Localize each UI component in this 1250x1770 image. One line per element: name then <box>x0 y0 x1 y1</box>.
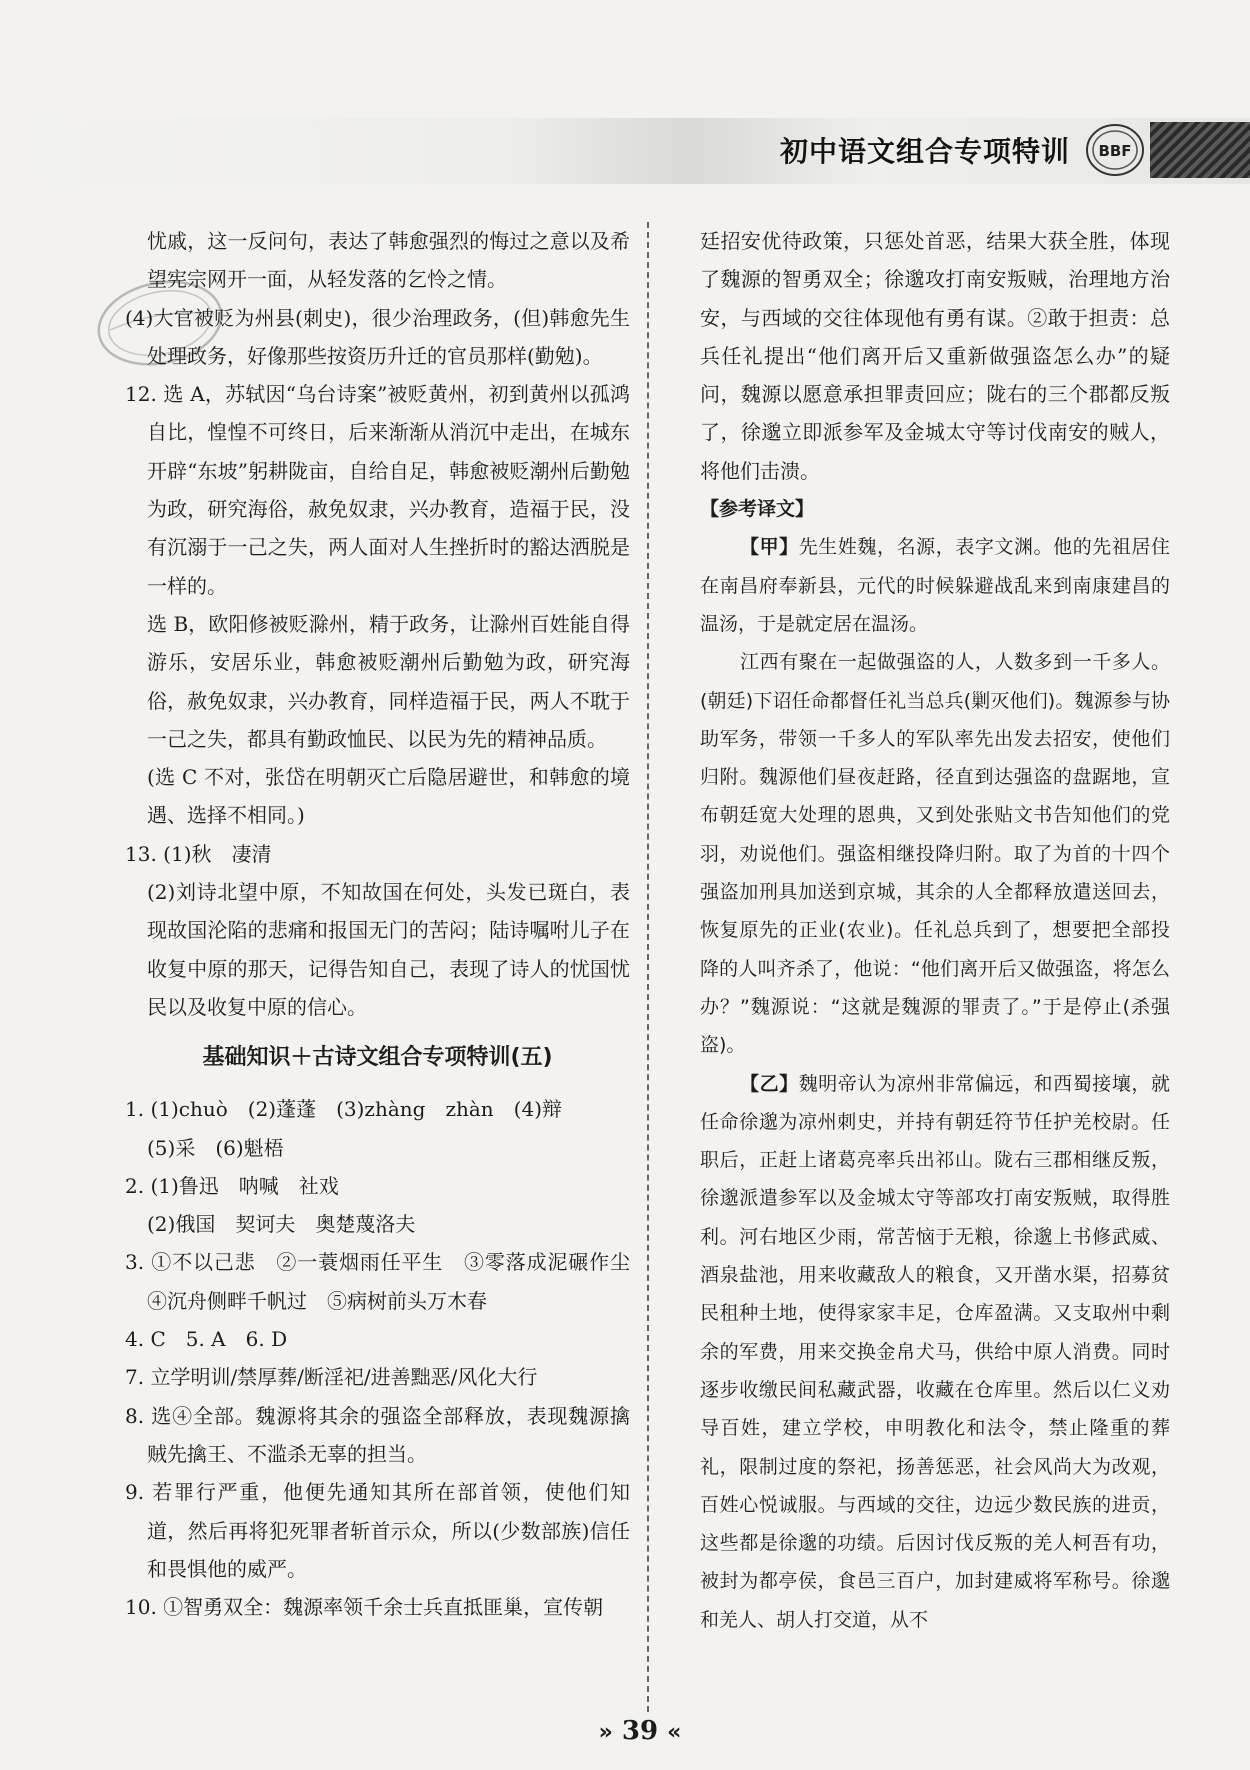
answer-s1-line1: 1. (1)chuò (2)蓬蓬 (3)zhàng zhàn (4)辩 <box>125 1097 563 1122</box>
answer-q12-option-c: (选 C 不对，张岱在明朝灭亡后隐居避世，和韩愈的境遇、选择不相同。) <box>147 765 630 828</box>
answer-s10: 10. ①智勇双全：魏源率领千余士兵直抵匪巢，宣传朝 <box>125 1595 604 1620</box>
translation-yi-label: 【乙】 <box>740 1072 799 1095</box>
answer-s3: 3. ①不以己悲 ②一蓑烟雨任平生 ③零落成泥碾作尘 ④沉舟侧畔千帆过 ⑤病树前头万木春 <box>125 1250 650 1313</box>
answer-q13-part1: 13. (1)秋 凄清 <box>125 841 272 866</box>
section-title: 基础知识＋古诗文组合专项特训(五) <box>202 1045 553 1071</box>
right-column <box>700 222 1170 1639</box>
answer-s2-line1: 2. (1)鲁迅 呐喊 社戏 <box>125 1173 339 1198</box>
translation-yi <box>700 1065 1170 1639</box>
answer-q12-option-b: 选 B，欧阳修被贬滁州，精于政务，让滁州百姓能自得游乐，安居乐业，韩愈被贬潮州后勤勉为政，研究海俗，赦免奴隶，兴办教育，同样造福于民，两人不耽于一己之失，都具有勤政恤民、以民为先的精神品质。 <box>147 611 630 751</box>
answer-s7: 7. 立学明训/禁厚葬/断淫祀/进善黜恶/风化大行 <box>125 1365 538 1390</box>
answer-item-4: (4)大官被贬为州县(刺史)，很少治理政务，(但)韩愈先生处理政务，好像那些按资历升迁的官员那样(勤勉)。 <box>125 305 630 368</box>
answer-s8: 8. 选④全部。魏源将其余的强盗全部释放，表现魏源擒贼先擒王、不滥杀无辜的担当。 <box>125 1403 630 1466</box>
left-column <box>125 222 650 1626</box>
answer-q10-continuation: 廷招安优待政策，只惩处首恶，结果大获全胜，体现了魏源的智勇双全；徐邈攻打南安叛贼，治理地方治安，与西域的交往体现他有勇有谋。②敢于担责：总兵任礼提出“他们离开后又重新做强盗怎么办”的疑问，魏源以愿意承担罪责回应；陇右的三个郡都反叛了，徐邈立即派参军及金城太守等讨伐南安的贼人，将他们击溃。 <box>700 229 1170 483</box>
answer-continuation: 忧戚，这一反问句，表达了韩愈强烈的悔过之意以及希望宪宗网开一面，从轻发落的乞怜之情。 <box>147 229 630 292</box>
logo-text: BBF <box>1098 142 1132 160</box>
translation-jia-p2: 江西有聚在一起做强盗的人，人数多到一千多人。(朝廷)下诏任命都督任礼当总兵(剿灭他们)。魏源参与协助军务，带领一千多人的军队率先出发去招安，使他们归附。魏源他们昼夜赶路，径直到达强盗的盘踞地，宣布朝廷宽大处理的恩典，又到处张贴文书告知他们的党羽，劝说他们。强盗相继投降归附。取了为首的十四个强盗加刑具加送到京城，其余的人全都释放遣送回去，恢复原先的正业(农业)。任礼总兵到了，想要把全部投降的人叫齐杀了，他说：“他们离开后又做强盗，将怎么办？”魏源说：“这就是魏源的罪责了。”于是停止(杀强盗)。 <box>700 651 1170 1057</box>
answer-s4-6: 4. C 5. A 6. D <box>125 1327 288 1352</box>
answer-s9: 9. 若罪行严重，他便先通知其所在部首领，使他们知道，然后再将犯死罪者斩首示众，所以(少数部族)信任和畏惧他的威严。 <box>125 1480 630 1581</box>
page-header-title: 初中语文组合专项特训 <box>780 135 1071 168</box>
page-number <box>565 1714 715 1748</box>
page-number-right-marks: « <box>667 1720 682 1745</box>
answer-q13-part2: (2)刘诗北望中原，不知故国在何处，头发已斑白，表现故国沦陷的悲痛和报国无门的苦闷；陆诗嘱咐儿子在收复中原的那天，记得告知自己，表现了诗人的忧国忧民以及收复中原的信心。 <box>147 880 630 1019</box>
column-divider <box>647 222 649 1712</box>
answer-s2-line2: (2)俄国 契诃夫 奥楚蔑洛夫 <box>147 1212 416 1237</box>
translation-yi-text: 魏明帝认为凉州非常偏远，和西蜀接壤，就任命徐邈为凉州刺史，并持有朝廷符节任护羌校尉。任职后，正赶上诸葛亮率兵出祁山。陇右三郡相继反叛，徐邈派遣参军以及金城太守等部攻打南安叛贼，取得胜利。河右地区少雨，常苦恼于无粮，徐邈上书修武威、酒泉盐池，用来收藏敌人的粮食，又开凿水渠，招募贫民租种土地，使得家家丰足，仓库盈满。又支取州中剩余的军费，用来交换金帛犬马，供给中原人消费。同时逐步收缴民间私藏武器，收藏在仓库里。然后以仁义劝导百姓，建立学校，申明教化和法令，禁止隆重的葬礼，限制过度的祭祀，扬善惩恶，社会风尚大为改观，百姓心悦诚服。与西域的交往，边远少数民族的进贡，这些都是徐邈的功绩。后因讨伐反叛的羌人柯吾有功，被封为都亭侯，食邑三百户，加封建威将军称号。徐邈和羌人、胡人打交道，从不 <box>700 1072 1170 1631</box>
translation-jia-label: 【甲】 <box>740 536 799 559</box>
header-stripes <box>1150 122 1250 178</box>
translation-jia-p1 <box>700 528 1170 643</box>
answer-q12-option-a: 12. 选 A，苏轼因“乌台诗案”被贬黄州，初到黄州以孤鸿自比，惶惶不可终日，后来渐渐从消沉中走出，在城东开辟“东坡”躬耕陇亩，自给自足，韩愈被贬潮州后勤勉为政，研究海俗，赦免奴隶，兴办教育，造福于民，没有沉溺于一己之失，两人面对人生挫折时的豁达洒脱是一样的。 <box>125 382 630 598</box>
translation-jia-p1-text: 先生姓魏，名源，表字文渊。他的先祖居住在南昌府奉新县，元代的时候躲避战乱来到南康建昌的温汤，于是就定居在温汤。 <box>700 536 1170 635</box>
answer-s1-line2: (5)采 (6)魁梧 <box>147 1135 284 1160</box>
reference-translation-heading: 【参考译文】 <box>700 498 815 521</box>
page-number-value: 39 <box>621 1716 659 1746</box>
page-number-left-marks: » <box>598 1720 613 1745</box>
publisher-logo-icon <box>1082 120 1148 180</box>
